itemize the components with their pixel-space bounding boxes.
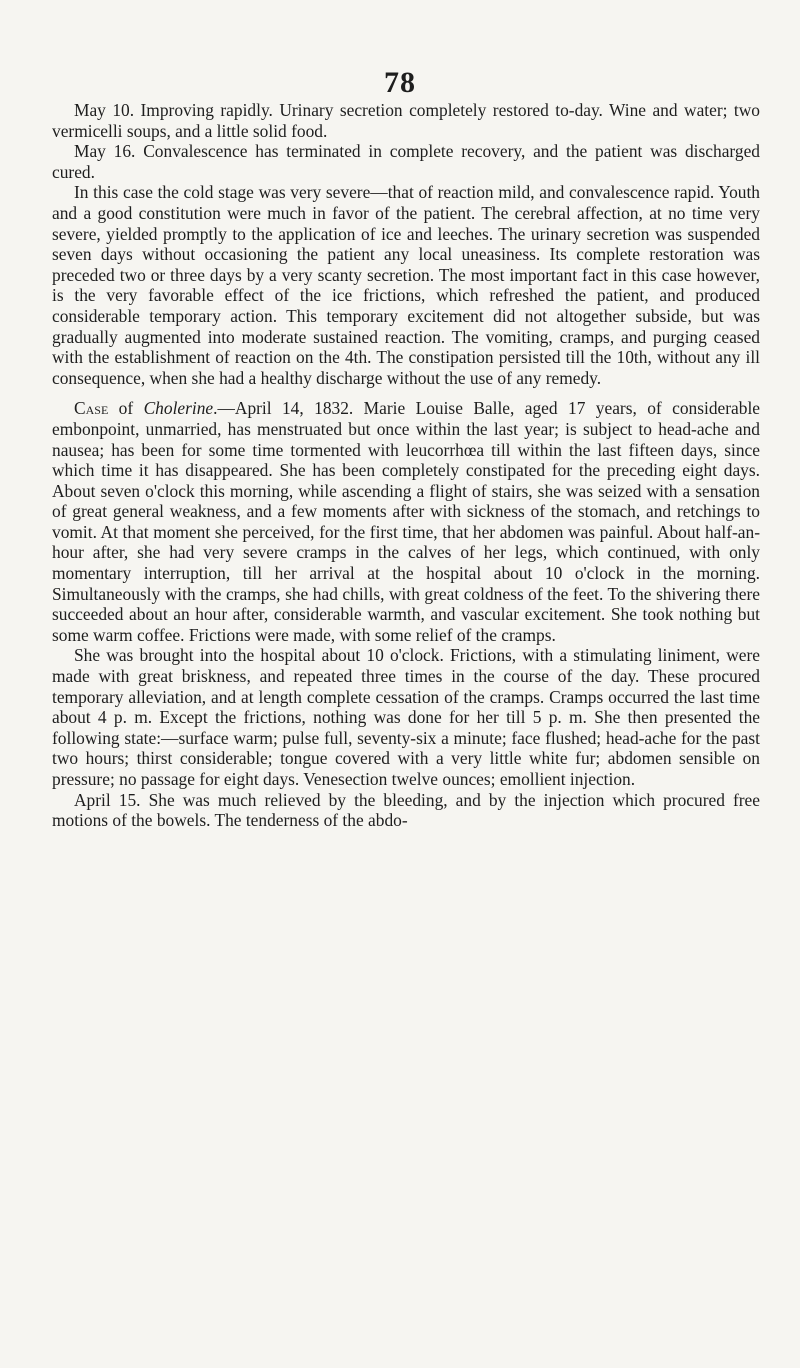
paragraph-case-commentary: In this case the cold stage was very severe—that of reaction mild, and convalescence rapid. Youth and a good constitution were much in favor of the patient. The cerebral affection, at no time very severe, yielded promptly to the application of ice and leeches. The urinary secretion was suspended seven days without occasioning the patient any local uneasiness. Its complete restoration was preceded two or three days by a very scanty secretion. The most important fact in this case however, is the very favorable effect of the ice frictions, which refreshed the patient, and produced considerable temporary action. This temporary excitement did not altogether subside, but was gradually augmented into moderate sustained reaction. The vomiting, cramps, and purging ceased with the establishment of reaction on the 4th. The constipation persisted till the 10th, without any ill consequence, when she had a healthy discharge without the use of any remedy.: [52, 182, 760, 388]
paragraph-case-of-cholerine: [52, 398, 760, 645]
paragraph-may-10: May 10. Improving rapidly. Urinary secretion completely restored to-day. Wine and water; two vermicelli soups, and a little solid food.: [52, 100, 760, 141]
page-number: 78: [384, 66, 416, 99]
body-text: [52, 100, 760, 831]
paragraph-hospital-admission: She was brought into the hospital about 10 o'clock. Frictions, with a stimulating liniment, were made with great briskness, and repeated three times in the course of the day. These procured temporary alleviation, and at length complete cessation of the cramps. Cramps occurred the last time about 4 p. m. Except the frictions, nothing was done for her till 5 p. m. She then presented the following state:—surface warm; pulse full, seventy-six a minute; face flushed; head-ache for the past two hours; thirst considerable; tongue covered with a very little white fur; abdomen sensible on pressure; no passage for eight days. Venesection twelve ounces; emollient injection.: [52, 645, 760, 789]
case-name: Cholerine: [143, 398, 214, 419]
case-label: Case: [74, 398, 109, 419]
case-text: .—April 14, 1832. Marie Louise Balle, aged 17 years, of considerable embonpoint, unmarried, has menstruated but once within the last year; is subject to head-ache and nausea; has been for some time tormented with leucorrhœa till within the last fifteen days, since which time it has disappeared. She has been completely constipated for the preceding eight days. About seven o'clock this morning, while ascending a flight of stairs, she was seized with a sensation of great general weakness, and a few moments after with sickness of the stomach, and retchings to vomit. At that moment she perceived, for the first time, that her abdomen was painful. About half-an-hour after, she had very severe cramps in the calves of her legs, which continued, with only momentary interruption, till her arrival at the hospital about 10 o'clock in the morning. Simultaneously with the cramps, she had chills, with great coldness of the feet. To the shivering there succeeded about an hour after, considerable warmth, and vascular excitement. She took nothing but some warm coffee. Frictions were made, with some relief of the cramps.: [52, 398, 760, 645]
case-of-connector: of: [108, 398, 144, 419]
paragraph-may-16: May 16. Convalescence has terminated in complete recovery, and the patient was discharged cured.: [52, 141, 760, 182]
paragraph-april-15: April 15. She was much relieved by the bleeding, and by the injection which procured free motions of the bowels. The tenderness of the abdo-: [52, 789, 760, 831]
